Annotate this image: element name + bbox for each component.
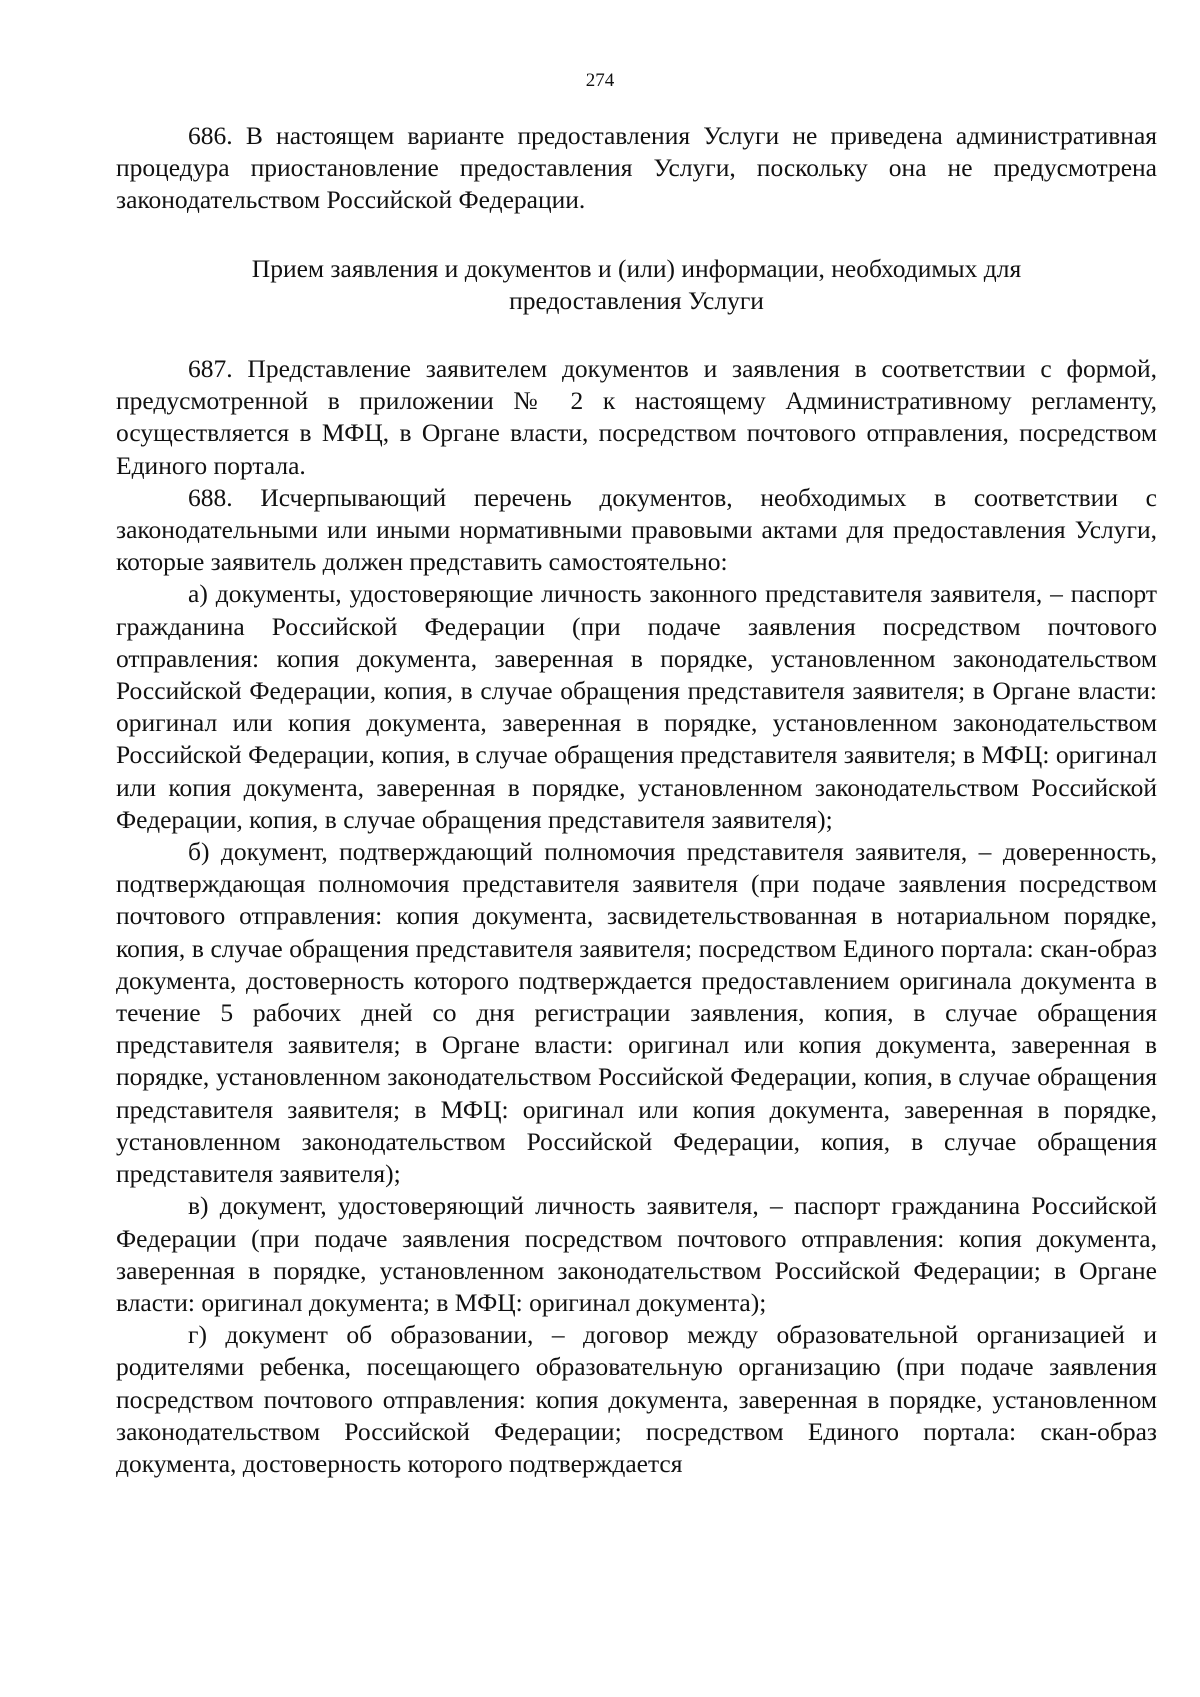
page-number: 274 (585, 70, 615, 91)
paragraph-686: 686. В настоящем варианте предоставления Услуги не приведена административная процедура приостановление предоставления Услуги, поскольку она не предусмотрена законодательством Российской Федерации. (116, 121, 1157, 215)
page-content (116, 120, 1157, 1480)
section-heading-line-1: Прием заявления и документов и (или) информации, необходимых для (251, 253, 1022, 283)
section-heading-line-2: предоставления Услуги (509, 285, 764, 315)
list-item-b: б) документ, подтверждающий полномочия представителя заявителя, – доверенность, подтверждающая полномочия представителя заявителя (при подаче заявления посредством почтового отправления: копия документа, засвидетельствованная в нотариальном порядке, копия, в случае обращения представителя заявителя; посредством Единого портала: скан-образ документа, достоверность которого подтверждается предоставлением оригинала документа в течение 5 рабочих дней со дня регистрации заявления, копия, в случае обращения представителя заявителя; в Органе власти: оригинал или копия документа, заверенная в порядке, установленном законодательством Российской Федерации, копия, в случае обращения представителя заявителя; в МФЦ: оригинал или копия документа, заверенная в порядке, установленном законодательством Российской Федерации, копия, в случае обращения представителя заявителя); (116, 837, 1157, 1189)
list-item-v: в) документ, удостоверяющий личность заявителя, – паспорт гражданина Российской Федерации (при подаче заявления посредством почтового отправления: копия документа, заверенная в порядке, установленном законодательством Российской Федерации; в Органе власти: оригинал документа; в МФЦ: оригинал документа); (116, 1191, 1157, 1317)
list-item-a: а) документы, удостоверяющие личность законного представителя заявителя, – паспорт гражданина Российской Федерации (при подаче заявления посредством почтового отправления: копия документа, заверенная в порядке, установленном законодательством Российской Федерации, копия, в случае обращения представителя заявителя; в Органе власти: оригинал или копия документа, заверенная в порядке, установленном законодательством Российской Федерации, копия, в случае обращения представителя заявителя; в МФЦ: оригинал или копия документа, заверенная в порядке, установленном законодательством Российской Федерации, копия, в случае обращения представителя заявителя); (116, 579, 1157, 834)
paragraph-687: 687. Представление заявителем документов и заявления в соответствии с формой, предусмотренной в приложении № 2 к настоящему Административному регламенту, осуществляется в МФЦ, в Органе власти, посредством почтового отправления, посредством Единого портала. (116, 354, 1157, 480)
list-item-g: г) документ об образовании, – договор между образовательной организацией и родителями ребенка, посещающего образовательную организацию (при подаче заявления посредством почтового отправления: копия документа, заверенная в порядке, установленном законодательством Российской Федерации; посредством Единого портала: скан-образ документа, достоверность которого подтверждается (116, 1320, 1157, 1478)
paragraph-688: 688. Исчерпывающий перечень документов, необходимых в соответствии с законодательными или иными нормативными правовыми актами для предоставления Услуги, которые заявитель должен представить самостоятельно: (116, 482, 1157, 577)
section-heading (116, 253, 1157, 317)
